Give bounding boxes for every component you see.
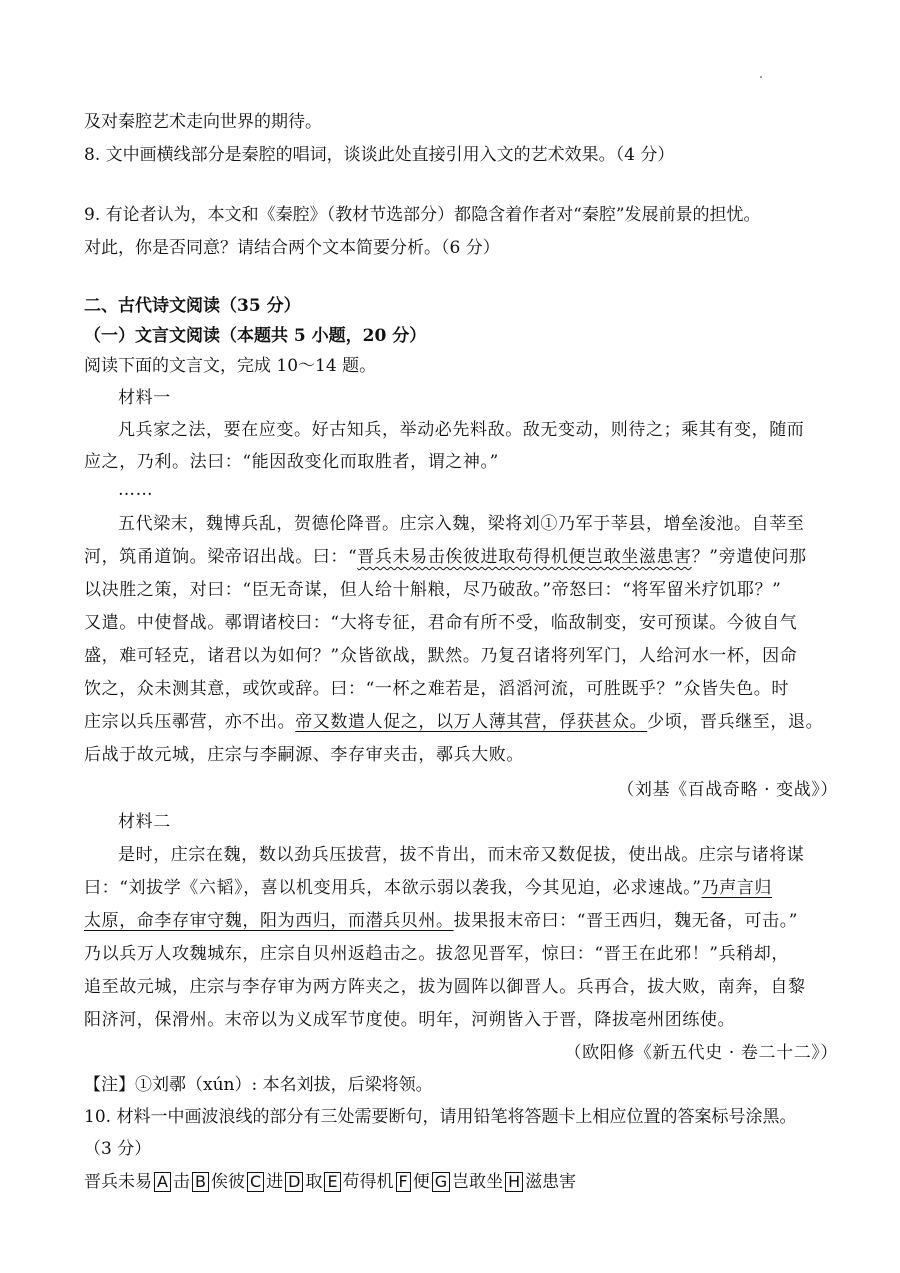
passage-line: 五代梁末，魏博兵乱，贺德伦降晋。庄宗入魏，梁将刘①乃军于莘县，增垒浚池。自莘至 <box>118 514 805 534</box>
passage-line: 是时，庄宗在魏，数以劲兵压拔营，拔不肯出，而末帝又数促拔，使出战。庄宗与诸将谋 <box>118 845 805 865</box>
source-citation-1: （刘基《百战奇略 · 变战》） <box>617 780 838 800</box>
option-text: 取 <box>305 1172 323 1192</box>
passage-line: 以决胜之策，对曰：“臣无奇谋，但人给十斛粮，尽乃破敌。”帝怒曰：“将军留米疗饥耶？” <box>84 580 782 600</box>
option-box-e[interactable]: E <box>324 1172 340 1192</box>
option-box-g[interactable]: G <box>432 1172 450 1192</box>
passage-line <box>84 876 840 900</box>
option-box-f[interactable]: F <box>396 1172 411 1192</box>
text-span: 拔果报末帝曰：“晋王西归，魏无备，可击。” <box>453 911 799 931</box>
text-span: 庄宗以兵压鄩营，亦不出。 <box>84 712 296 732</box>
material-2-title: 材料二 <box>118 812 171 832</box>
passage-line: 乃以兵万人攻魏城东，庄宗自贝州返趋击之。拔忽见晋军，惊曰：“晋王在此邪！”兵稍却， <box>84 944 789 964</box>
text-span: ？”旁遣使问那 <box>691 547 807 567</box>
question-10-line2: （3 分） <box>84 1139 152 1159</box>
passage-line: 应之，乃利。法曰：“能因敌变化而取胜者，谓之神。” <box>84 452 499 472</box>
underlined-text: 乃声言归 <box>701 878 772 898</box>
option-box-b[interactable]: B <box>192 1172 209 1192</box>
option-box-h[interactable]: H <box>505 1172 523 1192</box>
question-10-line1: 10. 材料一中画波浪线的部分有三处需要断句，请用铅笔将答题卡上相应位置的答案标号涂黑。 <box>84 1107 797 1127</box>
passage-line: 又遣。中使督战。鄩谓诸校曰：“大将专征，君命有所不受，临敌制变，安可预谋。今彼自气 <box>84 613 798 633</box>
option-text: 滋患害 <box>525 1172 577 1192</box>
passage-line: 阳济河，保滑州。末帝以为义成军节度使。明年，河朔皆入于晋，降拔亳州团练使。 <box>84 1010 736 1030</box>
text-span: 河，筑甬道饷。梁帝诏出战。曰：“ <box>84 547 358 567</box>
instructions: 阅读下面的文言文，完成 10～14 题。 <box>84 356 377 376</box>
footnote: 【注】①刘鄩（xún）: 本名刘拔，后梁将领。 <box>84 1075 433 1095</box>
option-text: 进 <box>266 1172 284 1192</box>
option-text: 俟彼 <box>210 1172 245 1192</box>
underlined-text: 帝又数遣人促之，以万人薄其营，俘获甚众。 <box>295 712 648 732</box>
ellipsis: …… <box>118 480 154 500</box>
option-text: 便 <box>412 1172 430 1192</box>
option-box-a[interactable]: A <box>154 1172 171 1192</box>
option-box-c[interactable]: C <box>247 1172 264 1192</box>
passage-line: 后战于故元城，庄宗与李嗣源、李存审夹击，鄩兵大败。 <box>84 745 524 765</box>
question-9-line1: 9. 有论者认为，本文和《秦腔》（教材节选部分）都隐含着作者对“秦腔”发展前景的担忧。 <box>84 205 761 225</box>
passage-line: 凡兵家之法，要在应变。好古知兵，举动必先料敌。敌无变动，则待之；乘其有变，随而 <box>118 420 805 440</box>
option-box-d[interactable]: D <box>285 1172 303 1192</box>
option-text: 击 <box>172 1172 190 1192</box>
passage-line <box>84 545 840 569</box>
underlined-text: 太原，命李存审守魏，阳为西归，而潜兵贝州。 <box>84 911 454 931</box>
option-text: 苟得机 <box>342 1172 394 1192</box>
passage-line <box>84 710 840 734</box>
passage-line <box>84 909 840 933</box>
question-8: 8. 文中画横线部分是秦腔的唱词，谈谈此处直接引用入文的艺术效果。（4 分） <box>84 145 675 165</box>
subsection-heading: （一）文言文阅读（本题共 5 小题，20 分） <box>84 326 427 346</box>
passage-line: 盛，难可轻克，诸君以为如何？”众皆欲战，默然。乃复召诸将列军门，人给河水一杯，因命 <box>84 646 798 666</box>
question-9-line2: 对此，你是否同意？请结合两个文本简要分析。（6 分） <box>84 238 500 258</box>
section-heading: 二、古代诗文阅读（35 分） <box>84 296 301 316</box>
answer-options <box>84 1170 840 1194</box>
option-text: 晋兵未易 <box>84 1172 152 1192</box>
source-citation-2: （欧阳修《新五代史 · 卷二十二》） <box>564 1043 838 1063</box>
wavy-underlined-text: 晋兵未易击俟彼进取苟得机便岂敢坐滋患害 <box>357 547 692 567</box>
text-span: 少顷，晋兵继至，退。 <box>647 712 824 732</box>
scan-dot <box>760 76 762 78</box>
text-span: 曰：“刘拔学《六韬》，喜以机变用兵，本欲示弱以袭我，今其见迫，必求速战。” <box>84 878 702 898</box>
text-line: 及对秦腔艺术走向世界的期待。 <box>84 112 322 132</box>
passage-line: 追至故元城，庄宗与李存审为两方阵夹之，拔为圆阵以御晋人。兵再合，拔大败，南奔，自黎 <box>84 977 806 997</box>
option-text: 岂敢坐 <box>452 1172 504 1192</box>
passage-line: 饮之，众未测其意，或饮或辞。曰：“一杯之难若是，滔滔河流，可胜既乎？”众皆失色。时 <box>84 679 789 699</box>
material-1-title: 材料一 <box>118 388 171 408</box>
